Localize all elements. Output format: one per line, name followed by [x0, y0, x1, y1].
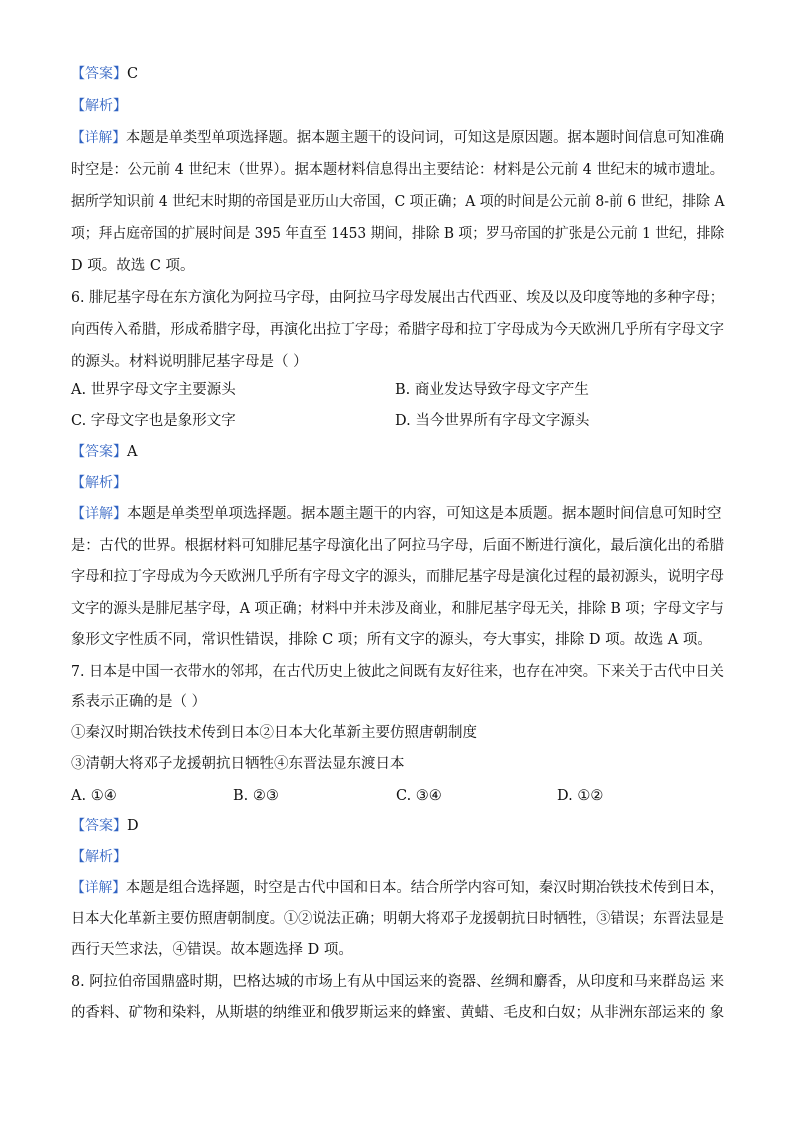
answer-tag: 【答案】 — [71, 818, 127, 834]
answer-line-q6 — [71, 442, 137, 462]
question-stem-q7-2: ①秦汉时期冶铁技术传到日本②日本大化革新主要仿照唐朝制度 — [71, 725, 477, 741]
question-stem-q6-2: 的源头。材料说明腓尼基字母是（ ） — [71, 354, 308, 370]
detail-line-q5-3: 项；拜占庭帝国的扩展时间是 395 年直至 1453 期间，排除 B 项；罗马帝国的扩张是公元前 1 世纪，排除 — [71, 226, 725, 242]
answer-line-q5 — [71, 64, 138, 84]
answer-tag: 【答案】 — [71, 66, 127, 82]
detail-line-q7-2: 西行天竺求法，④错误。故本题选择 D 项。 — [71, 942, 353, 958]
option-a-q6: A. 世界字母文字主要源头 — [71, 382, 236, 398]
option-d-q7: D. ①② — [557, 788, 604, 804]
answer-line-q7 — [71, 816, 139, 836]
detail-tag: 【详解】 — [71, 130, 126, 146]
option-c-q6: C. 字母文字也是象形文字 — [71, 413, 236, 429]
question-stem-q8-1: 的香料、矿物和染料，从斯堪的纳维亚和俄罗斯运来的蜂蜜、黄蜡、毛皮和白奴；从非洲东部运来的 象 — [71, 1005, 725, 1021]
question-stem-q8-0: 8. 阿拉伯帝国鼎盛时期，巴格达城的市场上有从中国运来的瓷器、丝绸和麝香，从印度和马来群岛运 来 — [71, 974, 725, 990]
detail-tag: 【详解】 — [71, 880, 126, 896]
detail-line-q6-1: 是：古代的世界。根据材料可知腓尼基字母演化出了阿拉马字母，后面不断进行演化，最后演化出的希腊 — [71, 538, 724, 554]
answer-value: D — [127, 818, 139, 834]
question-stem-q6-0: 6. 腓尼基字母在东方演化为阿拉马字母，由阿拉马字母发展出古代西亚、埃及以及印度等地的多种字母； — [71, 290, 724, 306]
detail-line-q5-4: D 项。故选 C 项。 — [71, 258, 195, 274]
detail-line-q5-2: 据所学知识前 4 世纪末时期的帝国是亚历山大帝国，C 项正确；A 项的时间是公元前 8-前 6 世纪，排除 A — [71, 194, 725, 210]
option-a-q7: A. ①④ — [71, 788, 117, 804]
detail-tag: 【详解】 — [71, 506, 127, 522]
detail-line-q6-2: 字母和拉丁字母成为今天欧洲几乎所有字母文字的源头，而腓尼基字母是演化过程的最初源头，说明字母 — [71, 569, 724, 585]
analysis-tag-q7: 【解析】 — [71, 849, 127, 865]
analysis-tag-q5: 【解析】 — [71, 98, 127, 114]
option-b-q6: B. 商业发达导致字母文字产生 — [395, 382, 589, 398]
detail-line-q6-4: 象形文字性质不同，常识性错误，排除 C 项；所有文字的源头，夸大事实，排除 D 项。故选 A 项。 — [71, 632, 712, 648]
option-d-q6: D. 当今世界所有字母文字源头 — [395, 413, 590, 429]
detail-line-q6-0: 【详解】本题是单类型单项选择题。据本题主题干的内容，可知这是本质题。据本题时间信息可知时空 — [71, 506, 722, 522]
question-stem-q7-1: 系表示正确的是（ ） — [71, 694, 207, 710]
question-stem-q7-3: ③清朝大将邓子龙援朝抗日牺牲④东晋法显东渡日本 — [71, 756, 405, 772]
answer-value: C — [127, 66, 139, 82]
option-c-q7: C. ③④ — [396, 788, 442, 804]
detail-line-q7-0: 【详解】本题是组合选择题，时空是古代中国和日本。结合所学内容可知，秦汉时期冶铁技术传到日本， — [71, 880, 725, 896]
detail-line-q6-3: 文字的源头是腓尼基字母，A 项正确；材料中并未涉及商业，和腓尼基字母无关，排除 B 项；字母文字与 — [71, 601, 724, 617]
detail-line-q5-0: 【详解】本题是单类型单项选择题。据本题主题干的设问词，可知这是原因题。据本题时间信息可知准确 — [71, 130, 725, 146]
analysis-tag-q6: 【解析】 — [71, 475, 127, 491]
answer-value: A — [127, 444, 138, 460]
question-stem-q6-1: 向西传入希腊，形成希腊字母，再演化出拉丁字母；希腊字母和拉丁字母成为今天欧洲几乎所有字母文字 — [71, 322, 724, 338]
detail-line-q7-1: 日本大化革新主要仿照唐朝制度。①②说法正确；明朝大将邓子龙援朝抗日时牺牲，③错误；东晋法显是 — [71, 911, 724, 927]
answer-tag: 【答案】 — [71, 444, 127, 460]
detail-line-q5-1: 时空是：公元前 4 世纪末（世界）。据本题材料信息得出主要结论：材料是公元前 4 世纪末的城市遗址。 — [71, 162, 724, 178]
option-b-q7: B. ②③ — [233, 788, 279, 804]
question-stem-q7-0: 7. 日本是中国一衣带水的邻邦，在古代历史上彼此之间既有友好往来，也存在冲突。下来关于古代中日关 — [71, 664, 724, 680]
